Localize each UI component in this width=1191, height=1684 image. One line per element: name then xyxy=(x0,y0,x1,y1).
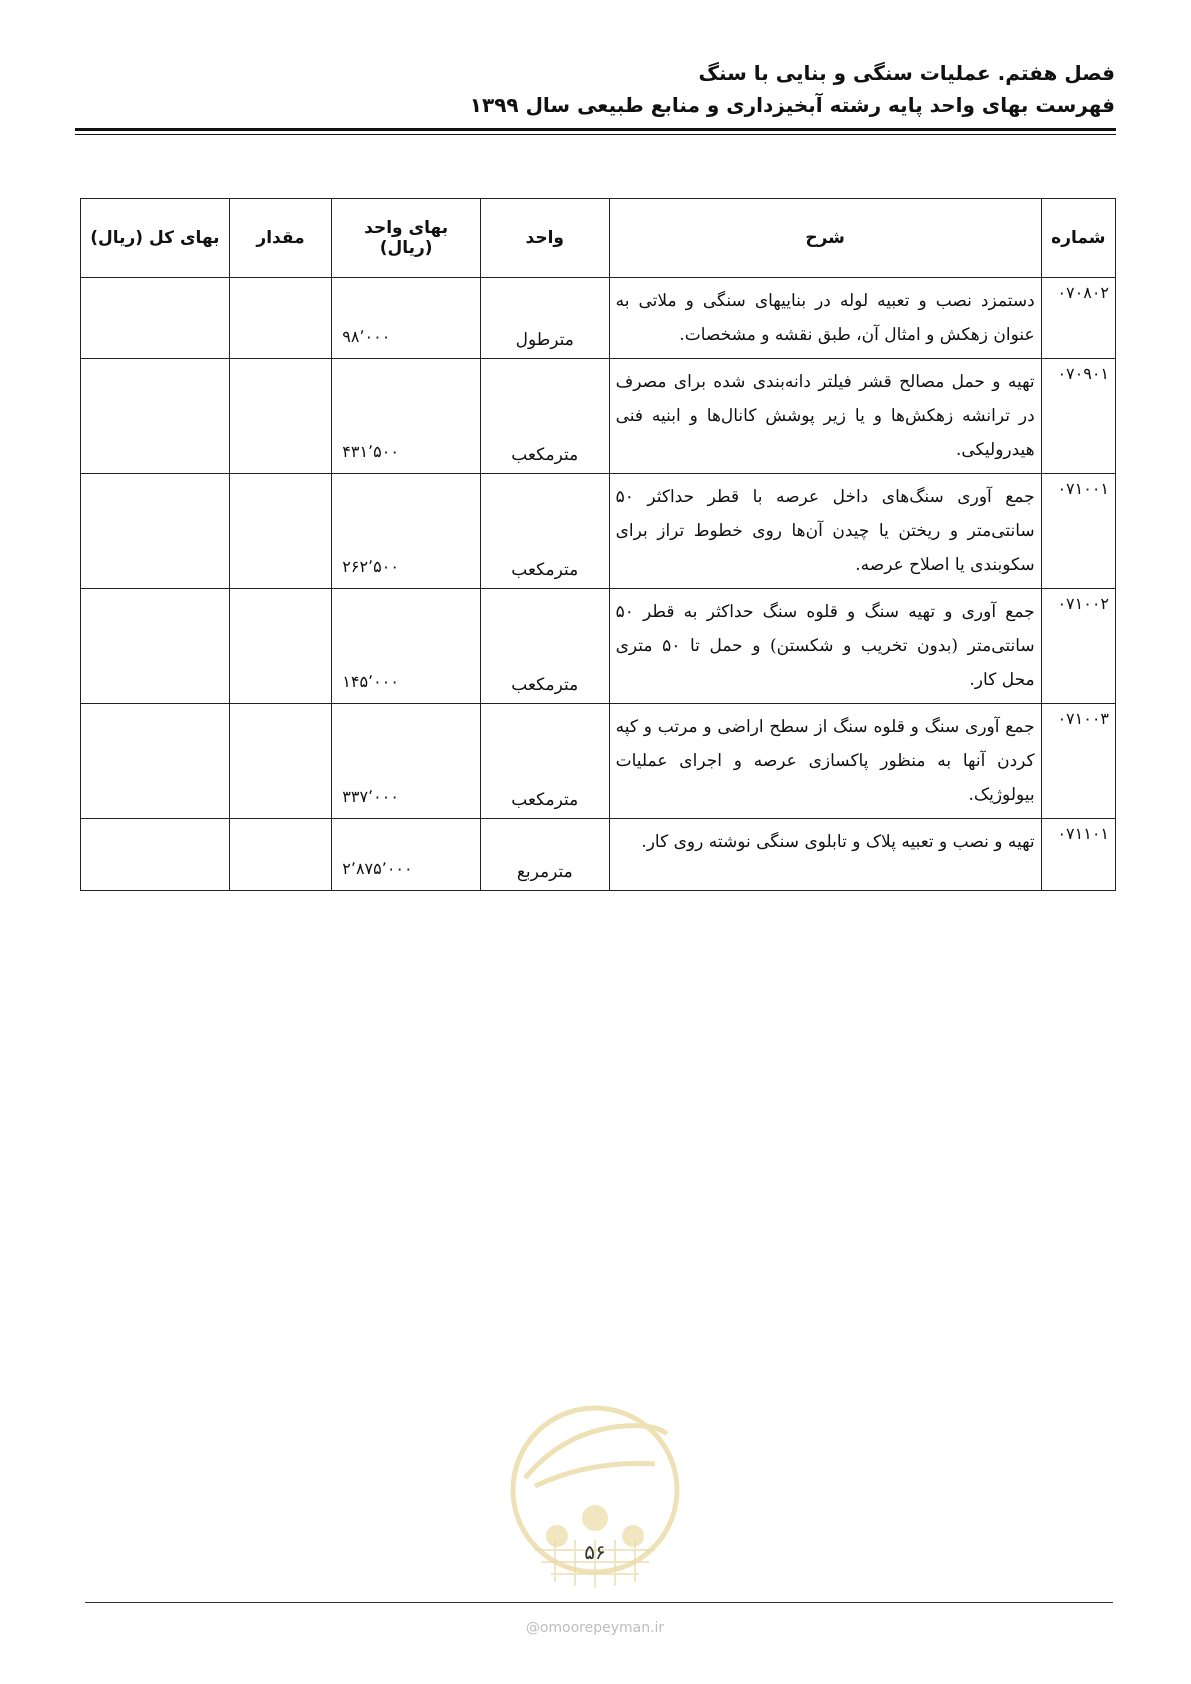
header-total: بهای کل (ریال) xyxy=(81,199,230,278)
header-unit: واحد xyxy=(480,199,609,278)
row-code: ۰۷۱۰۰۳ xyxy=(1041,704,1115,819)
row-code: ۰۷۱۱۰۱ xyxy=(1041,819,1115,891)
row-quantity xyxy=(229,474,331,589)
header-unit-price-currency: (ریال) xyxy=(379,238,433,258)
table-row xyxy=(81,704,1116,819)
row-quantity xyxy=(229,819,331,891)
row-quantity xyxy=(229,589,331,704)
table-header-row xyxy=(81,199,1116,278)
header-unit-price xyxy=(332,199,481,278)
table-row xyxy=(81,278,1116,359)
document-title: فهرست بهای واحد پایه رشته آبخیزداری و منابع طبیعی سال ۱۳۹۹ xyxy=(469,93,1115,117)
table-row xyxy=(81,474,1116,589)
row-code: ۰۷۱۰۰۱ xyxy=(1041,474,1115,589)
row-quantity xyxy=(229,704,331,819)
row-unit-price: ۹۸٬۰۰۰ xyxy=(332,278,481,359)
row-total xyxy=(81,359,230,474)
row-description: دستمزد نصب و تعبیه لوله در بناییهای سنگی و ملاتی به عنوان زهکش و امثال آن، طبق نقشه و مشخصات. xyxy=(609,278,1041,359)
row-unit-price: ۳۳۷٬۰۰۰ xyxy=(332,704,481,819)
header-rule-thick xyxy=(75,128,1116,131)
row-code: ۰۷۰۸۰۲ xyxy=(1041,278,1115,359)
row-description: تهیه و حمل مصالح قشر فیلتر دانه‌بندی شده برای مصرف در ترانشه زهکش‌ها و یا زیر پوشش کانال‌ها و ابنیه فنی هیدرولیکی. xyxy=(609,359,1041,474)
row-unit: مترمکعب xyxy=(480,474,609,589)
row-unit-price: ۲٬۸۷۵٬۰۰۰ xyxy=(332,819,481,891)
row-total xyxy=(81,278,230,359)
row-unit: مترمکعب xyxy=(480,704,609,819)
header-code: شماره xyxy=(1041,199,1115,278)
row-total xyxy=(81,474,230,589)
page-header xyxy=(75,58,1115,120)
row-quantity xyxy=(229,278,331,359)
row-unit-price: ۲۶۲٬۵۰۰ xyxy=(332,474,481,589)
row-description: جمع آوری سنگ و قلوه سنگ از سطح اراضی و مرتب و کپه کردن آنها به منظور پاکسازی عرصه و اجرای عملیات بیولوژیک. xyxy=(609,704,1041,819)
row-unit-price: ۴۳۱٬۵۰۰ xyxy=(332,359,481,474)
header-description: شرح xyxy=(609,199,1041,278)
header-quantity: مقدار xyxy=(229,199,331,278)
row-unit: مترمکعب xyxy=(480,589,609,704)
row-total xyxy=(81,704,230,819)
row-unit: مترمربع xyxy=(480,819,609,891)
row-description: تهیه و نصب و تعبیه پلاک و تابلوی سنگی نوشته روی کار. xyxy=(609,819,1041,891)
price-list-table xyxy=(80,198,1116,891)
row-unit-price: ۱۴۵٬۰۰۰ xyxy=(332,589,481,704)
header-unit-price-label: بهای واحد xyxy=(364,218,449,238)
row-total xyxy=(81,819,230,891)
header-rule-thin xyxy=(75,134,1116,135)
footer-site-watermark: @omoorepeyman.ir xyxy=(525,1620,665,1636)
row-description: جمع آوری سنگ‌های داخل عرصه با قطر حداکثر ۵۰ سانتی‌متر و ریختن یا چیدن آن‌ها روی خطوط تراز برای سکوبندی یا اصلاح عرصه. xyxy=(609,474,1041,589)
row-unit: مترمکعب xyxy=(480,359,609,474)
table-row xyxy=(81,359,1116,474)
row-description: جمع آوری و تهیه سنگ و قلوه سنگ حداکثر به قطر ۵۰ سانتی‌متر (بدون تخریب و شکستن) و حمل تا ۵۰ متری محل کار. xyxy=(609,589,1041,704)
row-unit: مترطول xyxy=(480,278,609,359)
row-code: ۰۷۱۰۰۲ xyxy=(1041,589,1115,704)
page-number: ۵۶ xyxy=(584,1540,606,1564)
footer-rule xyxy=(85,1602,1113,1603)
row-quantity xyxy=(229,359,331,474)
chapter-title: فصل هفتم. عملیات سنگی و بنایی با سنگ xyxy=(698,61,1115,85)
table-row xyxy=(81,589,1116,704)
table-row xyxy=(81,819,1116,891)
row-total xyxy=(81,589,230,704)
row-code: ۰۷۰۹۰۱ xyxy=(1041,359,1115,474)
